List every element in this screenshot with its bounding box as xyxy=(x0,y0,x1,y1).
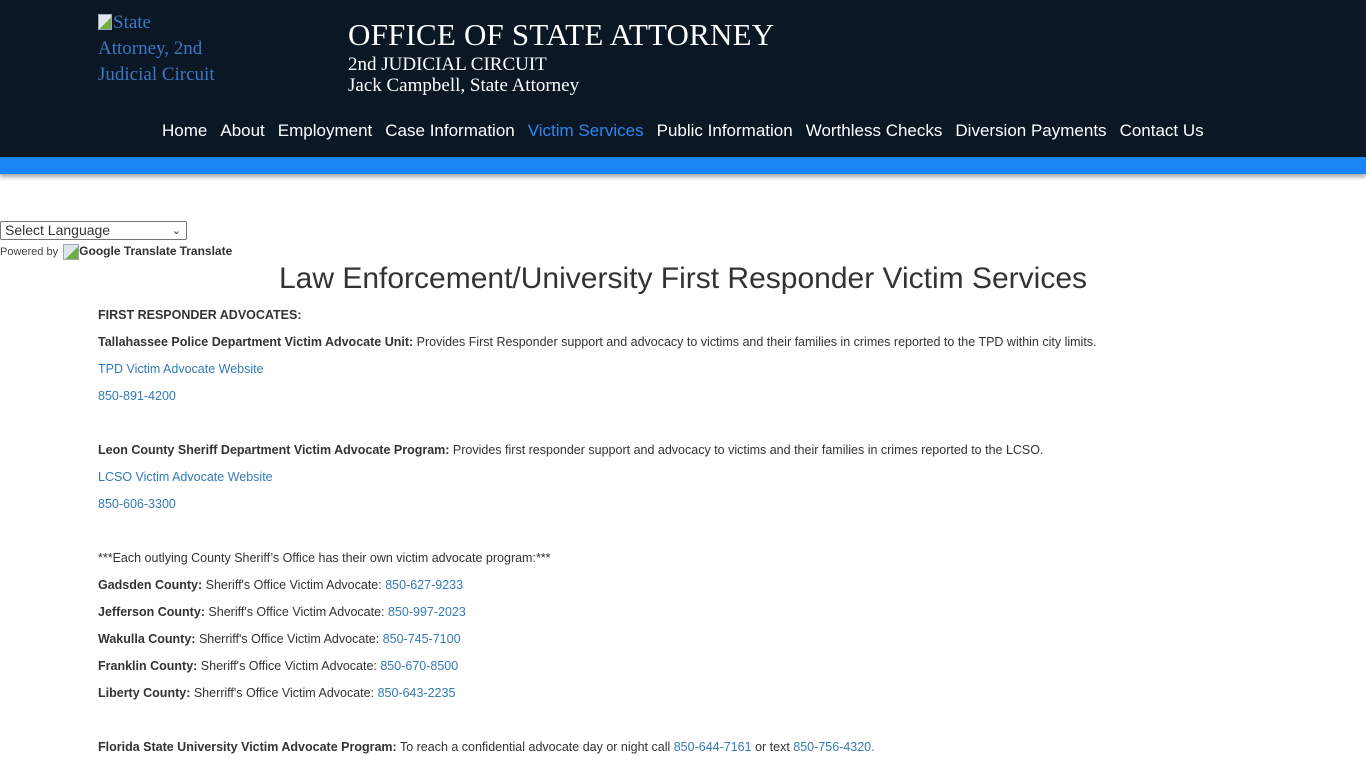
county-row xyxy=(98,685,1268,702)
logo-alt-line-1: State xyxy=(113,12,151,33)
nav-public-information[interactable]: Public Information xyxy=(656,121,793,140)
county-label: Sheriff's Office Victim Advocate: xyxy=(204,605,388,619)
language-select[interactable] xyxy=(0,221,187,240)
broken-image-icon xyxy=(63,244,79,260)
nav-home[interactable]: Home xyxy=(162,121,208,140)
lcso-phone-link[interactable]: 850-606-3300 xyxy=(98,497,176,511)
nav-contact-us[interactable]: Contact Us xyxy=(1119,121,1204,140)
fsu-or-text: or text xyxy=(751,740,794,754)
google-translate-attribution xyxy=(0,244,232,260)
county-label: Sherriff's Office Victim Advocate: xyxy=(195,632,383,646)
state-attorney-name: Jack Campbell, State Attorney xyxy=(348,75,580,96)
county-name: Liberty County: xyxy=(98,686,191,700)
tpd-name: Tallahassee Police Department Victim Advocate Unit: xyxy=(98,335,414,349)
nav-employment[interactable]: Employment xyxy=(277,121,373,140)
section-heading: FIRST RESPONDER ADVOCATES: xyxy=(98,308,302,322)
fsu-name: Florida State University Victim Advocate Program: xyxy=(98,740,397,754)
county-phone-link[interactable]: 850-627-9233 xyxy=(385,578,464,592)
nav-victim-services[interactable]: Victim Services xyxy=(527,121,644,140)
logo-alt-line-2: Attorney, 2nd xyxy=(98,38,203,59)
powered-by-label: Powered by xyxy=(0,246,59,258)
county-row xyxy=(98,631,1268,648)
tpd-description: Provides First Responder support and advocacy to victims and their families in crimes reported to the TPD within city limits. xyxy=(413,335,1097,349)
nav-about[interactable]: About xyxy=(220,121,265,140)
county-row xyxy=(98,658,1268,675)
nav-worthless-checks[interactable]: Worthless Checks xyxy=(805,121,943,140)
county-label: Sherriff's Office Victim Advocate: xyxy=(190,686,378,700)
nav-diversion-payments[interactable]: Diversion Payments xyxy=(955,121,1107,140)
chevron-down-icon: ⌄ xyxy=(171,225,181,237)
lcso-website-link[interactable]: LCSO Victim Advocate Website xyxy=(98,470,273,484)
outlying-county-note: ***Each outlying County Sheriff’s Office has their own victim advocate program:*** xyxy=(98,551,551,565)
fsu-description: To reach a confidential advocate day or night call xyxy=(396,740,674,754)
county-phone-link[interactable]: 850-643-2235 xyxy=(377,686,456,700)
county-row xyxy=(98,577,1268,594)
county-name: Gadsden County: xyxy=(98,578,203,592)
page-title: Law Enforcement/University First Responder Victim Services xyxy=(278,262,1088,295)
county-phone-link[interactable]: 850-745-7100 xyxy=(382,632,461,646)
county-label: Sheriff's Office Victim Advocate: xyxy=(202,578,386,592)
main-content xyxy=(98,307,1268,766)
county-label: Sheriff's Office Victim Advocate: xyxy=(197,659,381,673)
site-title: OFFICE OF STATE ATTORNEY xyxy=(348,17,775,52)
lcso-name: Leon County Sheriff Department Victim Advocate Program: xyxy=(98,443,450,457)
fsu-period: . xyxy=(871,740,875,754)
lcso-description: Provides first responder support and advocacy to victims and their families in crimes reported to the LCSO. xyxy=(449,443,1044,457)
translate-link[interactable]: Translate xyxy=(179,244,233,258)
county-name: Franklin County: xyxy=(98,659,198,673)
fsu-call-phone-link[interactable]: 850-644-7161 xyxy=(673,740,752,754)
nav-case-information[interactable]: Case Information xyxy=(385,121,515,140)
county-name: Jefferson County: xyxy=(98,605,205,619)
logo-alt-line-3: Judicial Circuit xyxy=(98,64,215,85)
site-titles xyxy=(348,18,774,96)
logo-link[interactable] xyxy=(98,10,238,88)
tpd-website-link[interactable]: TPD Victim Advocate Website xyxy=(98,362,264,376)
accent-bar xyxy=(0,157,1366,174)
google-translate-alt[interactable]: Google Translate xyxy=(79,244,177,258)
fsu-text-phone-link[interactable]: 850-756-4320 xyxy=(793,740,872,754)
tpd-phone-link[interactable]: 850-891-4200 xyxy=(98,389,176,403)
language-select-value: Select Language xyxy=(5,222,111,238)
site-header xyxy=(0,0,1366,157)
broken-image-icon xyxy=(98,14,112,30)
county-row xyxy=(98,604,1268,621)
county-phone-link[interactable]: 850-997-2023 xyxy=(387,605,466,619)
county-name: Wakulla County: xyxy=(98,632,196,646)
main-nav xyxy=(162,120,1217,142)
county-phone-link[interactable]: 850-670-8500 xyxy=(380,659,459,673)
site-subtitle: 2nd JUDICIAL CIRCUIT xyxy=(348,54,547,75)
